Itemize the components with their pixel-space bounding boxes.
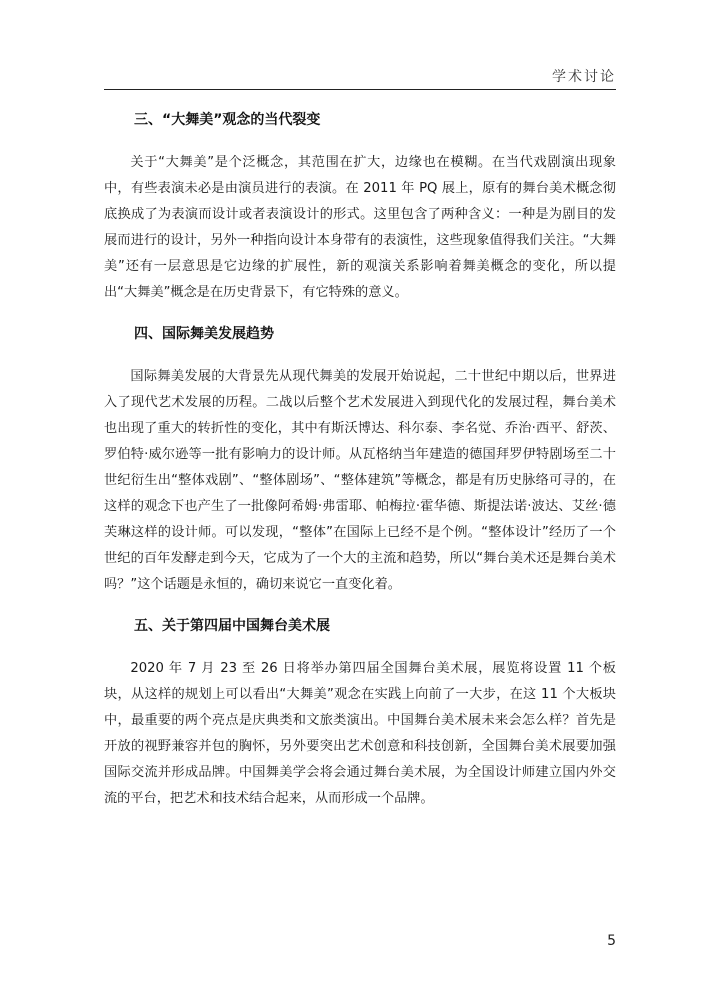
section-contemporary-transformation	[104, 110, 616, 306]
body-paragraph: 关于“大舞美”是个泛概念，其范围在扩大，边缘也在模糊。在当代戏剧演出现象中，有些表演未必是由演员进行的表演。在 2011 年 PQ 展上，原有的舞台美术概念彻底换成了为表演而设计或者表演设计的形式。这里包含了两种含义：一种是为剧目的发展而进行的设计，另外一种指向设计本身带有的表演性，这些现象值得我们关注。“大舞美”还有一层意思是它边缘的扩展性，新的观演关系影响着舞美概念的变化，所以提出“大舞美”概念是在历史背景下，有它特殊的意义。	[104, 155, 616, 300]
section-heading: 三、“大舞美”观念的当代裂变	[134, 112, 321, 128]
page-number: 5	[607, 933, 616, 949]
section-heading: 四、国际舞美发展趋势	[134, 326, 274, 342]
header-rule	[104, 89, 616, 90]
page-body	[104, 110, 616, 830]
body-paragraph: 国际舞美发展的大背景先从现代舞美的发展开始说起，二十世纪中期以后，世界进入了现代艺术发展的历程。二战以后整个艺术发展进入到现代化的发展过程，舞台美术也出现了重大的转折性的变化，其中有斯沃博达、科尔泰、李名觉、乔治·西平、舒茨、罗伯特·威尔逊等一批有影响力的设计师。从瓦格纳当年建造的德国拜罗伊特剧场至二十世纪衍生出“整体戏剧”、“整体剧场”、“整体建筑”等概念，都是有历史脉络可寻的，在这样的观念下也产生了一批像阿希姆·弗雷耶、帕梅拉·霍华德、斯提法诺·波达、艾丝·德芙琳这样的设计师。可以发现，“整体”在国际上已经不是个例。“整体设计”经历了一个世纪的百年发酵走到今天，它成为了一个大的主流和趋势，所以“舞台美术还是舞台美术吗？”这个话题是永恒的，确切来说它一直变化着。	[104, 369, 616, 592]
section-international-trends	[104, 324, 616, 598]
running-header-label: 学术讨论	[552, 69, 616, 85]
section-heading: 五、关于第四届中国舞台美术展	[134, 618, 330, 634]
section-fourth-exhibition	[104, 616, 616, 812]
body-paragraph: 2020 年 7 月 23 至 26 日将举办第四届全国舞台美术展，展览将设置 11 个板块，从这样的规划上可以看出“大舞美”观念在实践上向前了一大步，在这 11 个大板块中，最重要的两个亮点是庆典类和文旅类演出。中国舞台美术展未来会怎么样？首先是开放的视野兼容并包的胸怀，另外要突出艺术创意和科技创新，全国舞台美术展要加强国际交流并形成品牌。中国舞美学会将会通过舞台美术展，为全国设计师建立国内外交流的平台，把艺术和技术结合起来，从而形成一个品牌。	[104, 661, 616, 806]
